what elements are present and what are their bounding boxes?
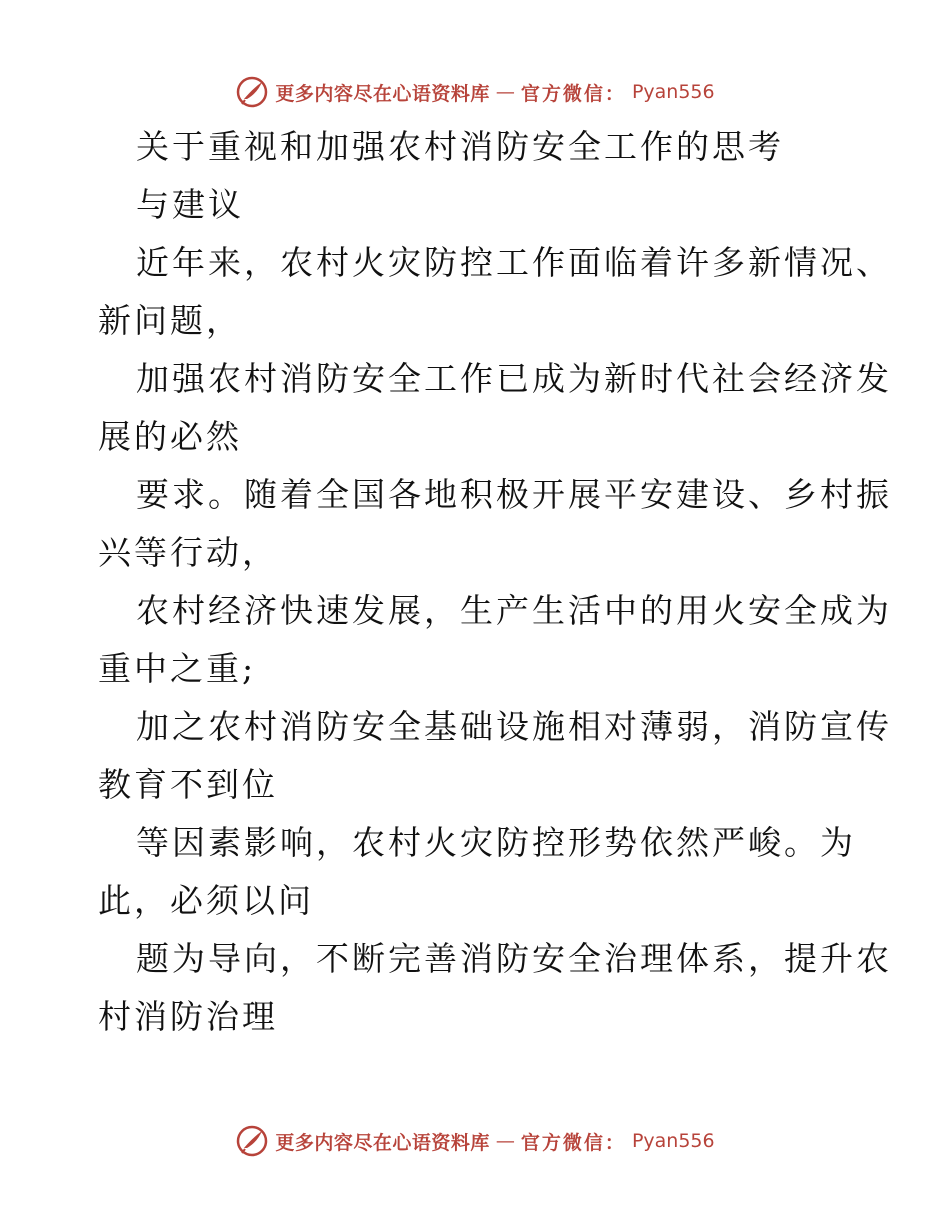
paragraph-line: 要求。随着全国各地积极开展平安建设、乡村振: [136, 475, 892, 514]
banner-wechat-id: Pyan556: [631, 81, 715, 103]
paragraph-line: 展的必然: [98, 417, 242, 456]
document-title-line: 关于重视和加强农村消防安全工作的思考: [136, 127, 784, 166]
banner-dash: —: [495, 81, 515, 103]
banner-wechat-id: Pyan556: [631, 1130, 715, 1152]
paragraph-line: 教育不到位: [98, 765, 278, 804]
feather-logo-icon: [235, 1124, 269, 1158]
banner-wechat-label: 官方微信：: [520, 1131, 626, 1154]
footer-banner: [0, 1121, 950, 1161]
paragraph-line: 村消防治理: [98, 997, 278, 1036]
paragraph-line: 农村经济快速发展，生产生活中的用火安全成为: [136, 591, 892, 630]
paragraph-line: 加强农村消防安全工作已成为新时代社会经济发: [136, 359, 892, 398]
paragraph-line: 新问题，: [98, 301, 242, 340]
banner-wechat-label: 官方微信：: [520, 82, 626, 105]
banner-text: 更多内容尽在心语资料库: [275, 1131, 490, 1154]
paragraph-line: 近年来，农村火灾防控工作面临着许多新情况、: [136, 243, 892, 282]
document-body: [98, 118, 892, 1046]
paragraph-line: 加之农村消防安全基础设施相对薄弱，消防宣传: [136, 707, 892, 746]
paragraph-line: 此，必须以问: [98, 881, 314, 920]
feather-logo-icon: [235, 75, 269, 109]
paragraph-line: 兴等行动，: [98, 533, 278, 572]
banner-dash: —: [495, 1130, 515, 1152]
paragraph-line: 等因素影响，农村火灾防控形势依然严峻。为: [136, 823, 856, 862]
header-banner: [0, 72, 950, 112]
paragraph-line: 重中之重;: [98, 649, 257, 688]
paragraph-line: 题为导向，不断完善消防安全治理体系，提升农: [136, 939, 892, 978]
banner-text: 更多内容尽在心语资料库: [275, 82, 490, 105]
document-title-line: 与建议: [136, 185, 244, 224]
